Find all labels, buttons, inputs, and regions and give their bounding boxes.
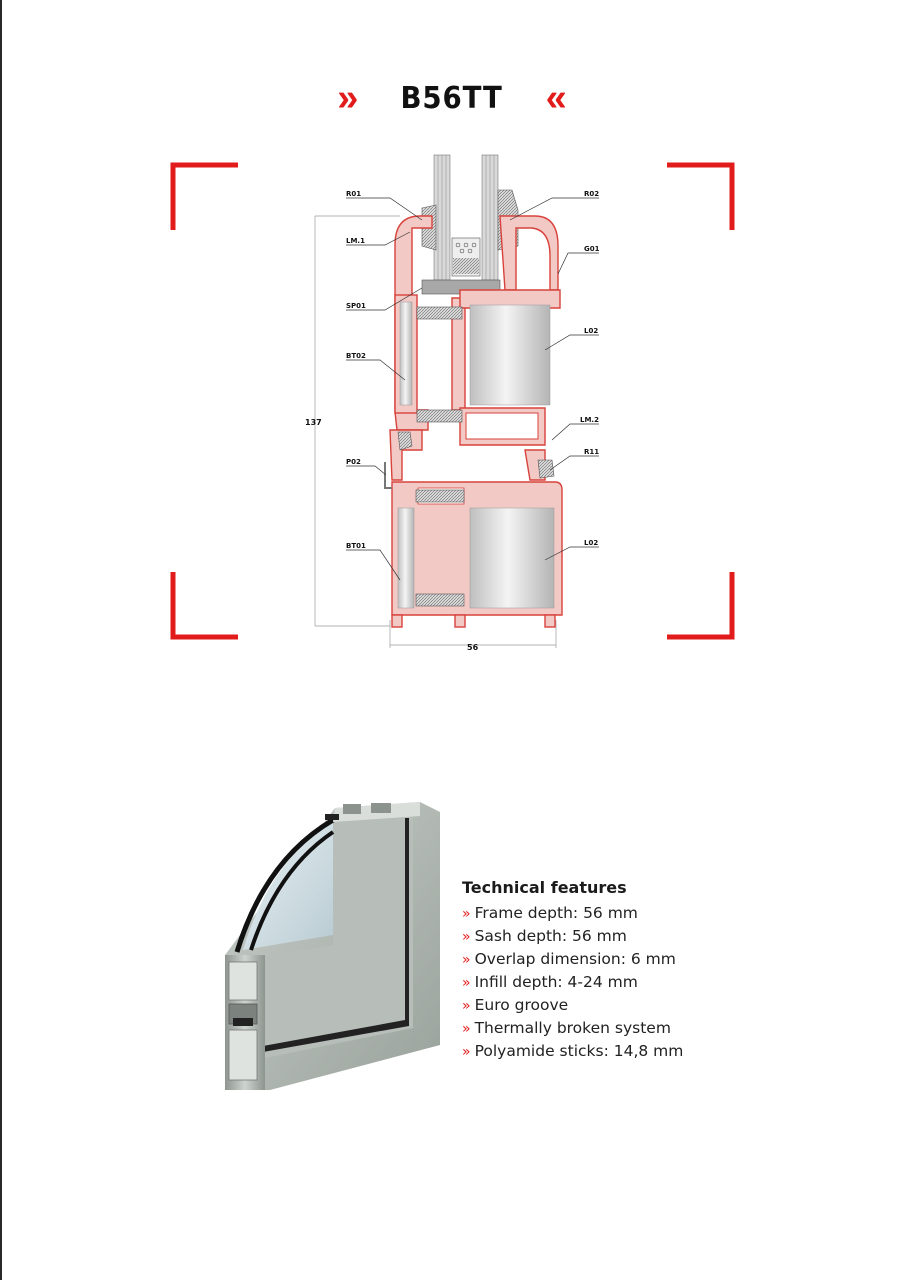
feature-bullet-icon: » (462, 975, 471, 991)
page-header (0, 78, 904, 118)
features-heading: Technical features (462, 878, 627, 897)
feature-text: Polyamide sticks: 14,8 mm (474, 1042, 684, 1060)
feature-item (462, 948, 882, 971)
feature-item (462, 1040, 882, 1063)
feature-bullet-icon: » (462, 906, 471, 922)
thermal-break-lower-2 (416, 594, 464, 606)
cross-section-diagram (160, 150, 750, 660)
feature-text: Euro groove (474, 996, 569, 1014)
label-r11: R11 (584, 448, 600, 456)
label-sp01: SP01 (346, 302, 366, 310)
width-dimension-label: 56 (467, 643, 479, 652)
feature-bullet-icon: » (462, 1021, 471, 1037)
feature-item (462, 1017, 882, 1040)
label-g01: G01 (584, 245, 600, 253)
bracket-bottom-right (667, 572, 732, 637)
page-title: B56TT (400, 80, 504, 116)
label-bt01: BT01 (346, 542, 366, 550)
feature-text: Frame depth: 56 mm (474, 904, 638, 922)
feature-bullet-icon: » (462, 1044, 471, 1060)
right-chevron-mark: « (545, 77, 567, 119)
profile-product-image (215, 790, 450, 1100)
feature-text: Sash depth: 56 mm (474, 927, 627, 945)
thermal-break-upper-1 (417, 307, 462, 319)
feature-bullet-icon: » (462, 929, 471, 945)
feature-item (462, 971, 882, 994)
frame-main-chamber (470, 508, 554, 608)
technical-features (462, 878, 882, 1063)
sash-lower-chamber (466, 413, 538, 439)
feature-text: Infill depth: 4-24 mm (474, 973, 638, 991)
feature-item (462, 902, 882, 925)
sash-side-chamber (400, 302, 412, 405)
page-edge-line (0, 0, 2, 1280)
label-l02-top: L02 (584, 327, 599, 335)
bracket-top-left (173, 165, 238, 230)
bracket-bottom-left (173, 572, 238, 637)
frame-side-chamber (398, 508, 414, 608)
sash-main-chamber (470, 305, 550, 405)
feature-bullet-icon: » (462, 952, 471, 968)
feature-item (462, 994, 882, 1017)
label-r02: R02 (584, 190, 600, 198)
label-lm1: LM.1 (346, 237, 365, 245)
label-bt02: BT02 (346, 352, 366, 360)
thermal-break-upper-2 (417, 410, 462, 422)
label-p02: P02 (346, 458, 361, 466)
feature-item (462, 925, 882, 948)
label-l02-bottom: L02 (584, 539, 599, 547)
feature-bullet-icon: » (462, 998, 471, 1014)
label-lm2: LM.2 (580, 416, 599, 424)
left-chevron-mark: » (337, 77, 359, 119)
feature-text: Overlap dimension: 6 mm (474, 950, 676, 968)
feature-text: Thermally broken system (474, 1019, 671, 1037)
thermal-break-lower-1 (416, 490, 464, 502)
height-dimension-label: 137 (305, 418, 322, 427)
label-r01: R01 (346, 190, 362, 198)
bracket-top-right (667, 165, 732, 230)
features-list (462, 902, 882, 1063)
